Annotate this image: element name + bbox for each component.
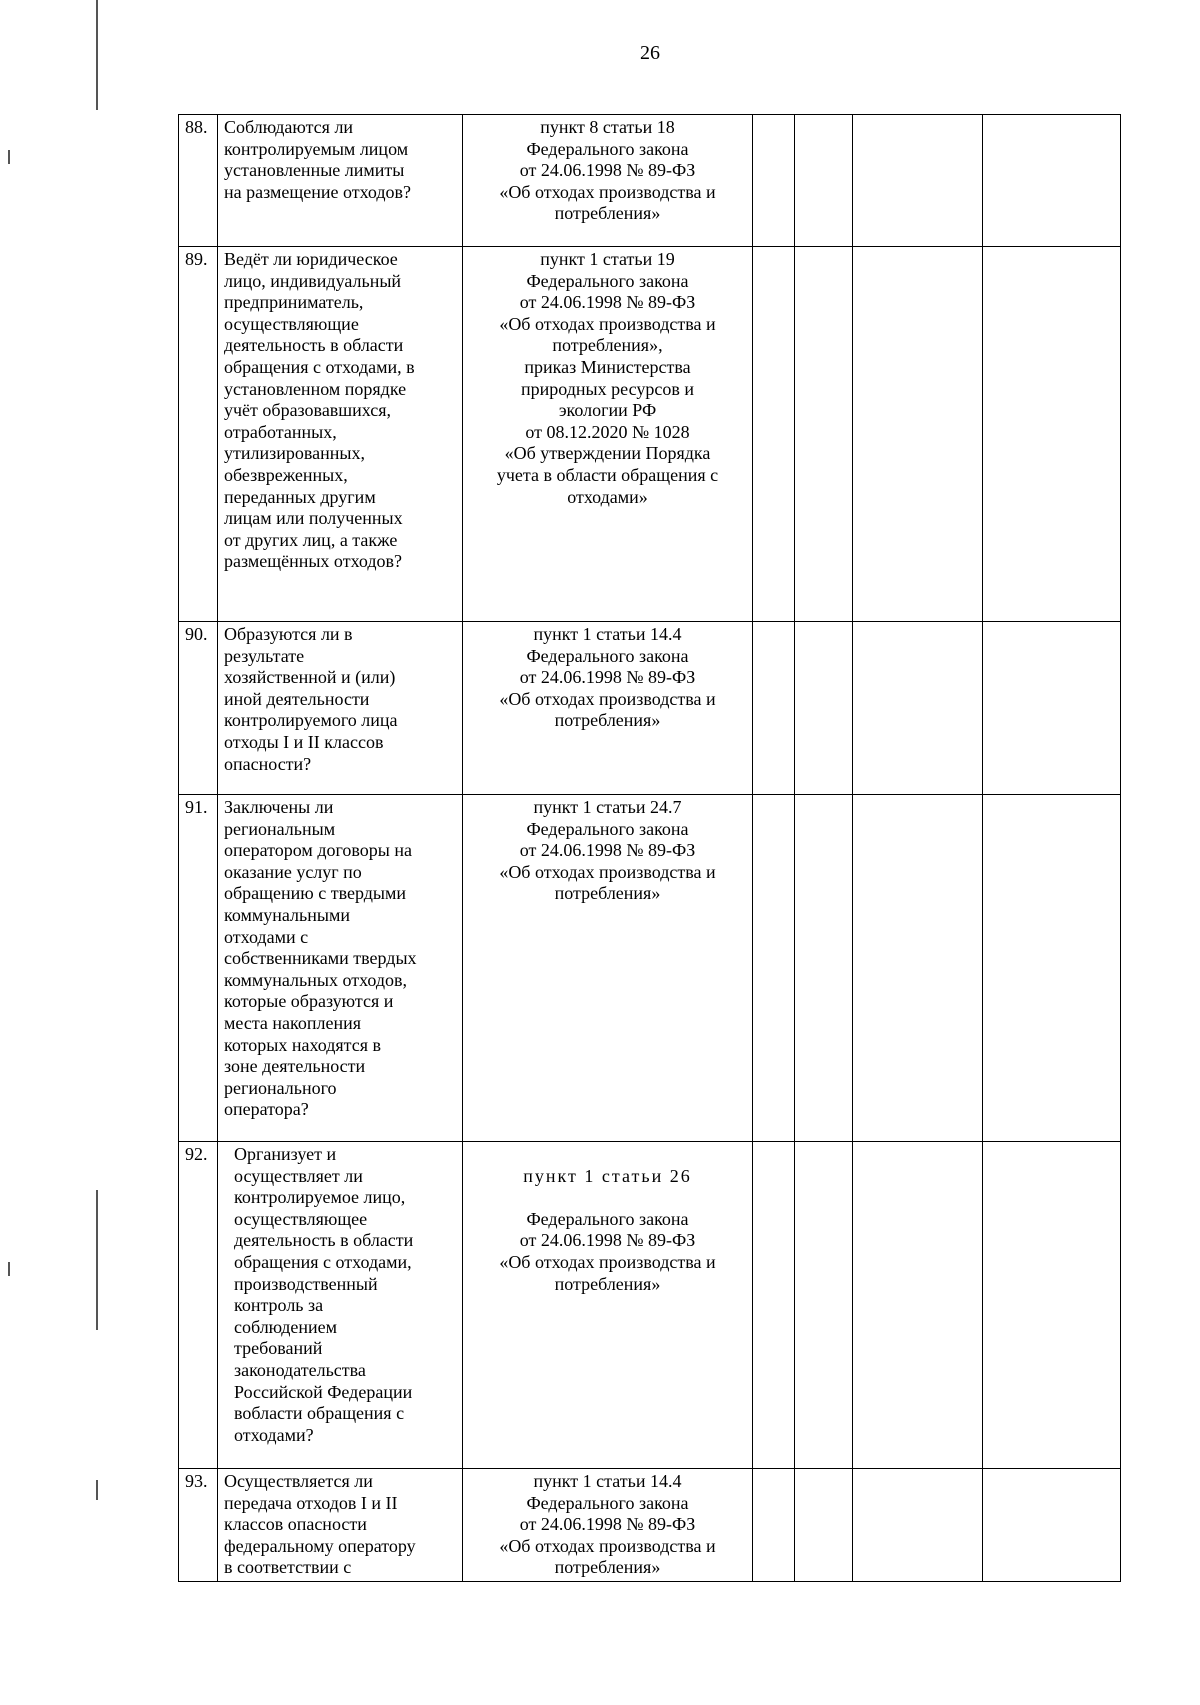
blank-cell — [983, 115, 1121, 247]
table-row — [179, 1142, 1121, 1469]
blank-cell — [753, 247, 795, 622]
legal-basis: пункт 1 статьи 24.7 Федерального закона от 24.06.1998 № 89-ФЗ «Об отходах производства и потребления» — [463, 795, 753, 1142]
question-text: Организует и осуществляет ли контролируемое лицо, осуществляющее деятельность в области обращения с отходами, производственный контроль за соблюдением требований законодательства Российской Федерации вобласти обращения с отходами? — [218, 1142, 463, 1469]
row-number: 92. — [179, 1142, 218, 1469]
page-number: 26 — [640, 42, 660, 64]
table-row — [179, 622, 1121, 795]
row-number: 93. — [179, 1469, 218, 1582]
blank-cell — [983, 1142, 1121, 1469]
question-text: Образуются ли в результате хозяйственной и (или) иной деятельности контролируемого лица отходы I и II классов опасности? — [218, 622, 463, 795]
blank-cell — [753, 115, 795, 247]
blank-cell — [795, 795, 853, 1142]
scan-edge-line — [8, 150, 10, 164]
blank-cell — [853, 795, 983, 1142]
blank-cell — [753, 622, 795, 795]
table-row — [179, 115, 1121, 247]
legal-basis: пункт 8 статьи 18 Федерального закона от 24.06.1998 № 89-ФЗ «Об отходах производства и потребления» — [463, 115, 753, 247]
blank-cell — [795, 1469, 853, 1582]
row-number: 88. — [179, 115, 218, 247]
blank-cell — [853, 247, 983, 622]
blank-cell — [753, 1142, 795, 1469]
legal-basis-first-line: пункт 1 статьи 26 — [523, 1165, 692, 1186]
legal-basis: пункт 1 статьи 19 Федерального закона от 24.06.1998 № 89-ФЗ «Об отходах производства и потребления», приказ Министерства природных ресурсов и экологии РФ от 08.12.2020 № 1028 «Об утверждении Порядка учета в области обращения с отходами» — [463, 247, 753, 622]
legal-basis: пункт 1 статьи 14.4 Федерального закона от 24.06.1998 № 89-ФЗ «Об отходах производства и потребления» — [463, 622, 753, 795]
blank-cell — [795, 115, 853, 247]
row-number: 90. — [179, 622, 218, 795]
question-text: Соблюдаются ли контролируемым лицом установленные лимиты на размещение отходов? — [218, 115, 463, 247]
blank-cell — [753, 1469, 795, 1582]
scan-edge-line — [96, 0, 98, 110]
question-text: Осуществляется ли передача отходов I и II классов опасности федеральному оператору в соответствии с — [218, 1469, 463, 1582]
scan-edge-line — [96, 1480, 98, 1500]
blank-cell — [853, 115, 983, 247]
blank-cell — [983, 247, 1121, 622]
checklist-table — [178, 114, 1121, 1582]
blank-cell — [853, 1142, 983, 1469]
blank-cell — [983, 1469, 1121, 1582]
blank-cell — [983, 795, 1121, 1142]
blank-cell — [795, 1142, 853, 1469]
row-number: 89. — [179, 247, 218, 622]
blank-cell — [795, 622, 853, 795]
blank-cell — [795, 247, 853, 622]
blank-cell — [853, 622, 983, 795]
scan-edge-line — [8, 1262, 10, 1276]
scan-edge-line — [96, 1190, 98, 1330]
legal-basis: Федерального закона от 24.06.1998 № 89-ФЗ «Об отходах производства и потребления» — [499, 1208, 716, 1294]
legal-basis-cell — [463, 1142, 753, 1469]
blank-cell — [983, 622, 1121, 795]
row-number: 91. — [179, 795, 218, 1142]
blank-cell — [853, 1469, 983, 1582]
table-row — [179, 1469, 1121, 1582]
question-text: Заключены ли региональным оператором договоры на оказание услуг по обращению с твердыми коммунальными отходами с собственниками твердых коммунальных отходов, которые образуются и места накопления которых находятся в зоне деятельности регионального оператора? — [218, 795, 463, 1142]
table-row — [179, 795, 1121, 1142]
question-text: Ведёт ли юридическое лицо, индивидуальный предприниматель, осуществляющие деятельность в области обращения с отходами, в установленном порядке учёт образовавшихся, отработанных, утилизированных, обезвреженных, переданных другим лицам или полученных от других лиц, а также размещённых отходов? — [218, 247, 463, 622]
table-row — [179, 247, 1121, 622]
blank-cell — [753, 795, 795, 1142]
legal-basis: пункт 1 статьи 14.4 Федерального закона от 24.06.1998 № 89-ФЗ «Об отходах производства и потребления» — [463, 1469, 753, 1582]
